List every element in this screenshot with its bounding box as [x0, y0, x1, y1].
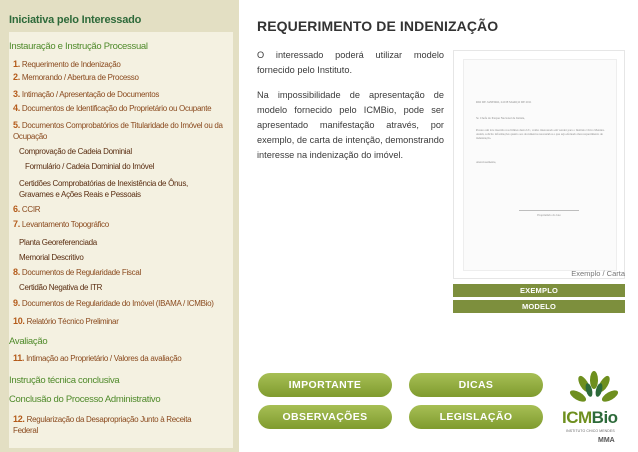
- nav-label: Memorando / Abertura de Processo: [21, 73, 139, 82]
- legislacao-button[interactable]: LEGISLAÇÃO: [409, 405, 543, 429]
- nav-item-5[interactable]: [9, 120, 233, 142]
- nav-subitem-certidao-itr[interactable]: Certidão Negativa de ITR: [19, 283, 103, 292]
- section-conclusao[interactable]: Conclusão do Processo Administrativo: [9, 394, 161, 405]
- sidebar-header: [0, 0, 239, 32]
- nav-number: 3.: [13, 89, 20, 99]
- sidebar: [0, 0, 239, 452]
- nav-number: 4.: [13, 103, 20, 113]
- doc-date: RIO DE JANEIRO, 24 DE MARÇO DE 2011: [476, 100, 532, 104]
- nav-subitem-certidoes[interactable]: Certidões Comprobatórias de Inexistência de Ônus, Gravames e Ações Reais e Pessoais: [19, 179, 188, 199]
- nav-subitem-memorial[interactable]: Memorial Descritivo: [19, 253, 84, 262]
- signature-line: [519, 210, 579, 211]
- section-avaliacao[interactable]: Avaliação: [9, 336, 48, 347]
- nav-label: Documentos de Regularidade do Imóvel (IBAMA / ICMBio): [21, 299, 214, 308]
- logo-subtitle: INSTITUTO CHICO MENDES: [566, 429, 615, 433]
- nav-number: 2.: [13, 72, 20, 82]
- nav-number: 7.: [13, 219, 20, 229]
- nav-item-6[interactable]: [9, 204, 233, 215]
- nav-item-1[interactable]: [9, 59, 233, 70]
- section-instrucao-tecnica[interactable]: Instrução técnica conclusiva: [9, 375, 120, 386]
- nav-label: Levantamento Topográfico: [21, 220, 109, 229]
- sidebar-title: Iniciativa pelo Interessado: [9, 14, 142, 26]
- doc-signature: Proprietário do lote: [537, 213, 561, 217]
- icmbio-logo: [562, 408, 618, 428]
- logo-suffix: Bio: [591, 408, 618, 427]
- logo-prefix: ICM: [562, 408, 592, 427]
- nav-label: Documentos de Regularidade Fiscal: [21, 268, 141, 277]
- nav-number: 9.: [13, 298, 20, 308]
- nav-label: Intimação / Apresentação de Documentos: [21, 90, 160, 99]
- exemplo-button[interactable]: EXEMPLO: [453, 284, 625, 297]
- nav-number: 8.: [13, 267, 20, 277]
- importante-button[interactable]: IMPORTANTE: [258, 373, 392, 397]
- doc-addressee: Sr. Chefe do Parque Nacional de Itatiaia,: [476, 116, 525, 120]
- nav-number: 1.: [13, 59, 20, 69]
- page-title: REQUERIMENTO DE INDENIZAÇÃO: [257, 18, 499, 34]
- nav-subitem-cadeia-dominial[interactable]: Comprovação de Cadeia Dominial: [19, 147, 132, 156]
- sidebar-panel: [9, 32, 233, 448]
- nav-label: CCIR: [21, 205, 41, 214]
- doc-body: Possuo um lote inserido nos limites desta UC, venho interessado em vender para o Instituto Chico Mendes. Assim, solicito informações quanto aos documentos necessários e que seja efetuado meu requerimento de indenização.: [476, 128, 605, 140]
- nav-item-9[interactable]: [9, 298, 233, 309]
- nav-label: Documentos Comprobatórios de Titularidade do Imóvel ou da Ocupação: [13, 121, 223, 141]
- document-page: [463, 59, 617, 271]
- nav-number: 11.: [13, 353, 25, 363]
- nav-item-12[interactable]: [9, 414, 209, 436]
- nav-label: Regularização da Desapropriação Junto à Receita Federal: [13, 415, 192, 435]
- nav-label: Relatório Técnico Preliminar: [26, 317, 119, 326]
- nav-number: 12.: [13, 414, 25, 424]
- document-preview[interactable]: [453, 50, 625, 279]
- nav-subitem-formulario-cadeia[interactable]: Formulário / Cadeia Dominial do Imóvel: [25, 162, 155, 171]
- nav-item-2[interactable]: [9, 72, 233, 83]
- doc-closing: Atenciosamente,: [476, 160, 497, 164]
- nav-label: Intimação ao Proprietário / Valores da avaliação: [26, 354, 182, 363]
- paragraph-intro: O interessado poderá utilizar modelo fornecido pelo Instituto.: [257, 50, 444, 75]
- nav-item-8[interactable]: [9, 267, 233, 278]
- nav-item-4[interactable]: [9, 103, 233, 114]
- nav-number: 6.: [13, 204, 20, 214]
- section-instauracao[interactable]: Instauração e Instrução Processual: [9, 41, 148, 52]
- mma-logo: MMA: [598, 437, 615, 444]
- observacoes-button[interactable]: OBSERVAÇÕES: [258, 405, 392, 429]
- document-caption: Exemplo / Carta: [571, 269, 625, 278]
- nav-item-10[interactable]: [9, 316, 233, 327]
- nav-label: Documentos de Identificação do Proprietário ou Ocupante: [21, 104, 212, 113]
- nav-number: 10.: [13, 316, 25, 326]
- nav-item-3[interactable]: [9, 89, 233, 100]
- nav-item-7[interactable]: [9, 219, 233, 230]
- nav-item-11[interactable]: [9, 353, 233, 364]
- dicas-button[interactable]: DICAS: [409, 373, 543, 397]
- paragraph-alternative: Na impossibilidade de apresentação de modelo fornecido pelo ICMBio, pode ser apresentado manifestação através, por exemplo, de carta de intenção, demonstrando interesse na indenização do imóvel.: [257, 90, 444, 160]
- modelo-button[interactable]: MODELO: [453, 300, 625, 313]
- nav-subitem-planta[interactable]: Planta Georeferenciada: [19, 238, 97, 247]
- nav-number: 5.: [13, 120, 20, 130]
- nav-label: Requerimento de Indenização: [21, 60, 121, 69]
